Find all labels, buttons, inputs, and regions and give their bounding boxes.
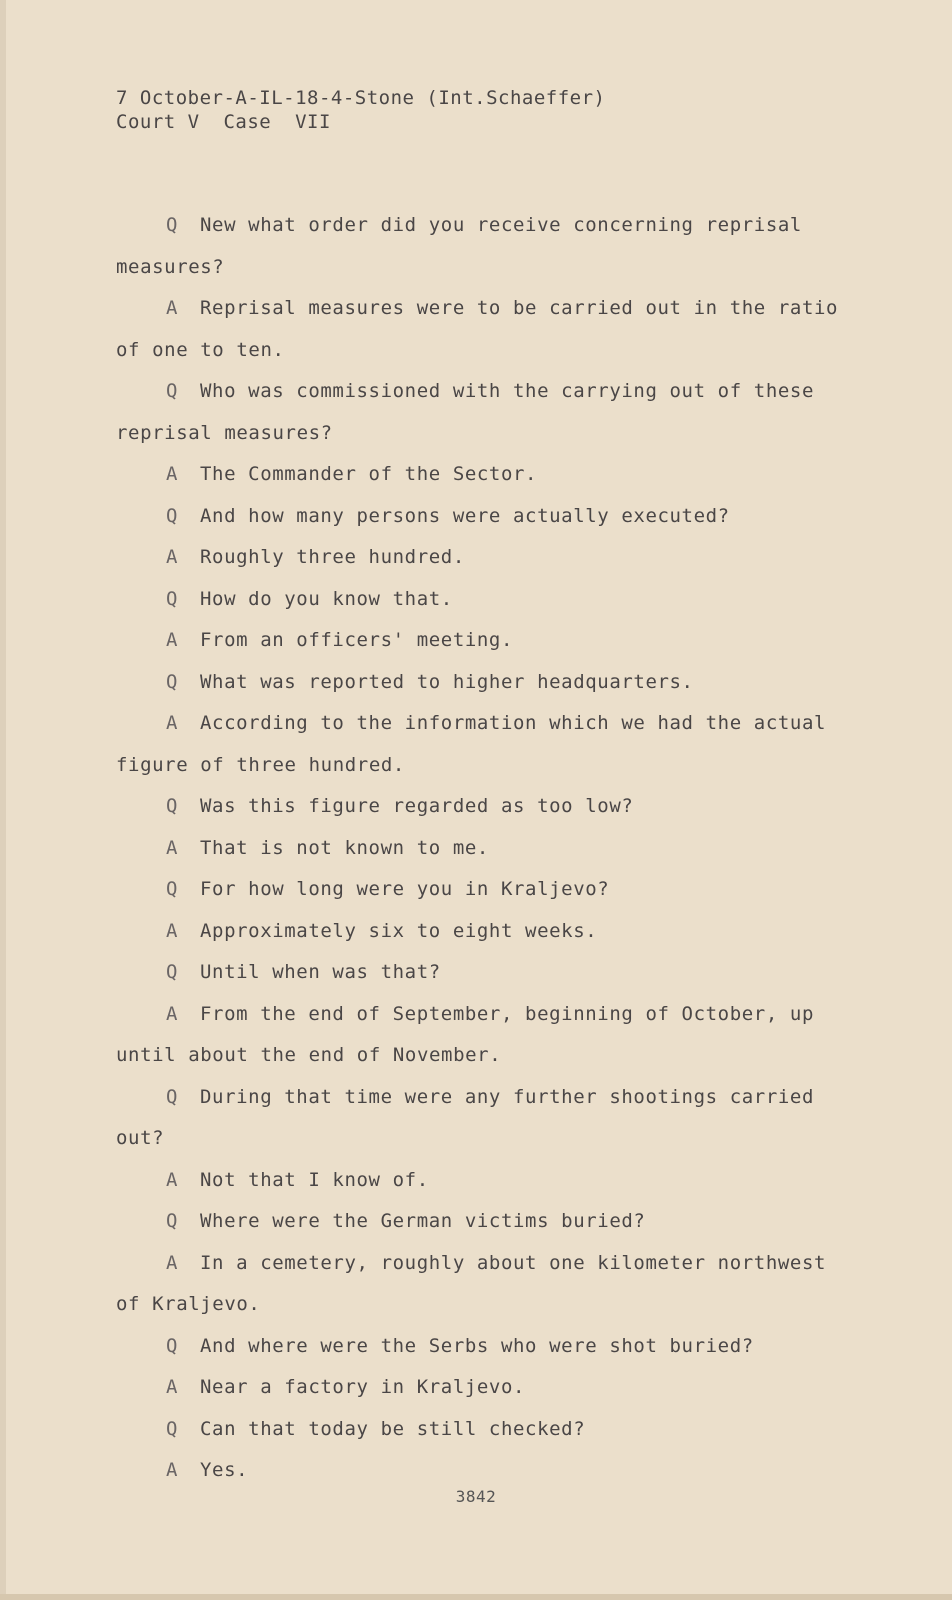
page-left-edge	[0, 0, 6, 1600]
entry-first-line	[116, 1409, 856, 1451]
answer-marker: A	[166, 1376, 179, 1398]
transcript-entry	[116, 579, 856, 621]
entry-continuation: reprisal measures?	[116, 421, 333, 444]
transcript-entry	[116, 288, 856, 371]
entry-continuation: figure of three hundred.	[116, 753, 405, 776]
transcript-entry	[116, 1450, 856, 1492]
transcript-entry	[116, 496, 856, 538]
answer-marker: A	[166, 919, 179, 942]
answer-marker: A	[166, 1002, 179, 1025]
document-header	[116, 86, 606, 134]
entry-text: And how many persons were actually executed?	[200, 504, 730, 527]
question-marker: Q	[166, 214, 179, 236]
transcript-entry	[116, 1243, 856, 1326]
entry-text: The Commander of the Sector.	[200, 463, 538, 485]
entry-text: Who was commissioned with the carrying out of these	[200, 380, 814, 402]
entry-text: Yes.	[200, 1459, 249, 1481]
answer-marker: A	[166, 297, 179, 319]
entry-continuation: out?	[116, 1127, 165, 1149]
question-marker: Q	[166, 1417, 179, 1440]
transcript-entry	[116, 828, 856, 870]
transcript-entry	[116, 1160, 856, 1202]
entry-text: From an officers' meeting.	[200, 629, 514, 651]
question-marker: Q	[166, 1085, 179, 1108]
entry-continuation: of one to ten.	[116, 338, 285, 361]
entry-text: Approximately six to eight weeks.	[200, 919, 598, 942]
entry-continuation: of Kraljevo.	[116, 1293, 261, 1315]
transcript-entry	[116, 537, 856, 579]
entry-first-line	[116, 371, 856, 413]
page-number: 3842	[455, 1487, 497, 1506]
entry-first-line	[116, 537, 856, 579]
entry-first-line	[116, 288, 856, 330]
answer-marker: A	[166, 1251, 179, 1274]
entry-text: Reprisal measures were to be carried out in the ratio	[200, 297, 839, 319]
entry-first-line	[116, 869, 856, 911]
entry-text: Was this figure regarded as too low?	[200, 795, 634, 817]
header-line-2: Court V Case VII	[116, 111, 331, 133]
entry-text: Until when was that?	[200, 961, 441, 983]
answer-marker: A	[166, 1459, 179, 1481]
answer-marker: A	[166, 1168, 179, 1191]
entry-first-line	[116, 1201, 856, 1243]
page-bottom-edge	[0, 1594, 952, 1600]
entry-text: For how long were you in Kraljevo?	[200, 878, 610, 900]
question-marker: Q	[166, 380, 179, 402]
entry-first-line	[116, 1326, 856, 1368]
transcript-entry	[116, 1367, 856, 1409]
transcript-entry	[116, 205, 856, 288]
entry-text: In a cemetery, roughly about one kilometer northwest	[200, 1251, 827, 1274]
entry-first-line	[116, 828, 856, 870]
entry-first-line	[116, 1367, 856, 1409]
transcript-entry	[116, 911, 856, 953]
transcript-entry	[116, 994, 856, 1077]
transcript-entry	[116, 1409, 856, 1451]
answer-marker: A	[166, 712, 179, 734]
entry-first-line	[116, 1243, 856, 1285]
entry-text: Not that I know of.	[200, 1168, 429, 1191]
entry-first-line	[116, 454, 856, 496]
question-marker: Q	[166, 504, 179, 527]
entry-text: During that time were any further shootings carried	[200, 1085, 814, 1108]
header-line-1: 7 October-A-IL-18-4-Stone (Int.Schaeffer)	[116, 87, 606, 109]
entry-text: Roughly three hundred.	[200, 546, 465, 568]
question-marker: Q	[166, 587, 179, 610]
entry-first-line	[116, 703, 856, 745]
transcript-entry	[116, 371, 856, 454]
transcript-entry	[116, 952, 856, 994]
entry-text: And where were the Serbs who were shot buried?	[200, 1334, 754, 1357]
entry-text: Near a factory in Kraljevo.	[200, 1376, 526, 1398]
transcript-entry	[116, 869, 856, 911]
answer-marker: A	[166, 546, 179, 568]
entry-text: New what order did you receive concerning reprisal	[200, 214, 802, 236]
entry-first-line	[116, 994, 856, 1036]
entry-first-line	[116, 205, 856, 247]
entry-text: From the end of September, beginning of October, up	[200, 1002, 814, 1025]
transcript-entry	[116, 1077, 856, 1160]
entry-first-line	[116, 1160, 856, 1202]
answer-marker: A	[166, 836, 179, 859]
question-marker: Q	[166, 670, 179, 693]
entry-first-line	[116, 786, 856, 828]
entry-text: That is not known to me.	[200, 836, 489, 859]
entry-first-line	[116, 1077, 856, 1119]
transcript-body	[116, 205, 856, 1492]
entry-first-line	[116, 496, 856, 538]
entry-text: According to the information which we had the actual	[200, 712, 827, 734]
question-marker: Q	[166, 1334, 179, 1357]
answer-marker: A	[166, 463, 179, 485]
entry-text: Can that today be still checked?	[200, 1417, 586, 1440]
question-marker: Q	[166, 878, 179, 900]
answer-marker: A	[166, 629, 179, 651]
entry-first-line	[116, 911, 856, 953]
entry-continuation: until about the end of November.	[116, 1044, 502, 1066]
transcript-entry	[116, 1201, 856, 1243]
question-marker: Q	[166, 795, 179, 817]
question-marker: Q	[166, 961, 179, 983]
entry-continuation: measures?	[116, 255, 225, 278]
transcript-entry	[116, 703, 856, 786]
transcript-entry	[116, 786, 856, 828]
entry-first-line	[116, 1450, 856, 1492]
entry-text: What was reported to higher headquarters.	[200, 670, 694, 693]
entry-first-line	[116, 579, 856, 621]
transcript-entry	[116, 620, 856, 662]
transcript-entry	[116, 454, 856, 496]
entry-text: Where were the German victims buried?	[200, 1210, 646, 1232]
transcript-entry	[116, 1326, 856, 1368]
question-marker: Q	[166, 1210, 179, 1232]
entry-text: How do you know that.	[200, 587, 453, 610]
entry-first-line	[116, 620, 856, 662]
transcript-entry	[116, 662, 856, 704]
entry-first-line	[116, 952, 856, 994]
entry-first-line	[116, 662, 856, 704]
